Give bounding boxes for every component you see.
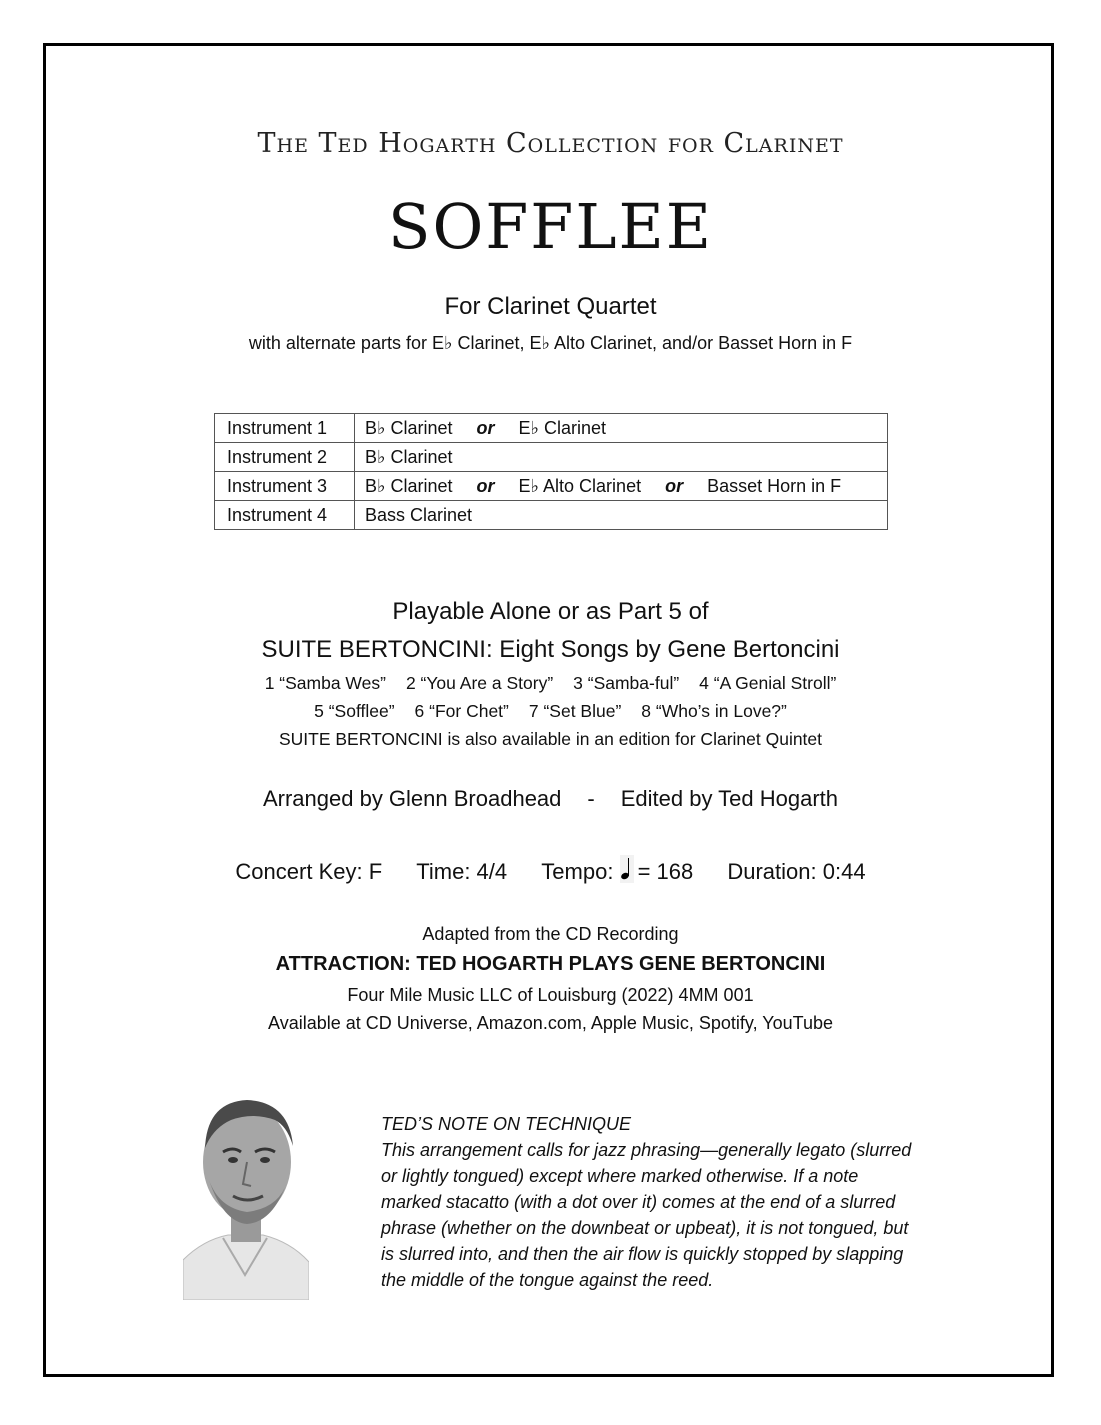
technique-note-line: marked stacatto (with a dot over it) comes at the end of a slurred <box>381 1192 896 1212</box>
arranger-credit: Arranged by Glenn Broadhead <box>262 786 562 811</box>
concert-key: Concert Key: F <box>235 859 383 884</box>
adapted-from: Adapted from the CD Recording <box>422 924 679 944</box>
instrument-option: B♭ Clarinet <box>365 476 453 496</box>
alternate-parts-note: with alternate parts for E♭ Clarinet, E♭ Alto Clarinet, and/or Basset Horn in F <box>248 333 853 353</box>
quarter-note-icon <box>620 855 634 883</box>
tempo-label: Tempo: <box>541 859 614 884</box>
or-separator: or <box>476 418 495 438</box>
editor-credit: Edited by Ted Hogarth <box>620 786 839 811</box>
portrait-photo <box>183 1090 309 1300</box>
technique-note-line: the middle of the tongue against the reed. <box>381 1270 714 1290</box>
instrument-row <box>215 443 888 472</box>
song-list-row-2 <box>0 701 1101 722</box>
credit-separator: - <box>587 786 595 811</box>
instrument-row <box>215 501 888 530</box>
album-title: ATTRACTION: TED HOGARTH PLAYS GENE BERTONCINI <box>275 953 826 975</box>
instrument-label: Instrument 4 <box>215 501 355 530</box>
song-item: 7 “Set Blue” <box>528 701 622 721</box>
instrumentation-table <box>214 413 888 530</box>
instrument-options <box>355 443 888 472</box>
instrument-option: B♭ Clarinet <box>365 418 453 438</box>
instrument-label: Instrument 2 <box>215 443 355 472</box>
credits-line <box>0 786 1101 812</box>
instrument-option: E♭ Clarinet <box>518 418 607 438</box>
technique-note-heading: TED’S NOTE ON TECHNIQUE <box>381 1114 632 1134</box>
technique-note <box>381 1111 981 1293</box>
time-signature: Time: 4/4 <box>416 859 508 884</box>
quintet-availability: SUITE BERTONCINI is also available in an edition for Clarinet Quintet <box>278 729 823 749</box>
instrument-label: Instrument 1 <box>215 414 355 443</box>
instrument-row <box>215 472 888 501</box>
song-list-row-1 <box>0 673 1101 694</box>
technique-note-line: This arrangement calls for jazz phrasing—generally legato (slurred <box>381 1140 912 1160</box>
record-label: Four Mile Music LLC of Louisburg (2022) 4MM 001 <box>347 985 754 1005</box>
or-separator: or <box>476 476 495 496</box>
instrument-option: Basset Horn in F <box>707 476 842 496</box>
duration: Duration: 0:44 <box>727 859 866 884</box>
tempo <box>541 855 693 885</box>
playable-line: Playable Alone or as Part 5 of <box>392 598 709 625</box>
song-item: 3 “Samba-ful” <box>573 673 680 693</box>
technique-note-line: phrase (whether on the downbeat or upbeat), it is not tongued, but <box>381 1218 909 1238</box>
instrument-options <box>355 414 888 443</box>
piece-details <box>0 855 1101 885</box>
tempo-value: = 168 <box>637 859 694 884</box>
piece-title: SOFFLEE <box>387 190 714 263</box>
song-item: 1 “Samba Wes” <box>264 673 386 693</box>
song-item: 4 “A Genial Stroll” <box>699 673 837 693</box>
collection-title: The Ted Hogarth Collection for Clarinet <box>257 128 844 159</box>
availability-list: Available at CD Universe, Amazon.com, Apple Music, Spotify, YouTube <box>268 1013 833 1033</box>
song-item: 2 “You Are a Story” <box>405 673 554 693</box>
technique-note-line: or lightly tongued) except where marked otherwise. If a note <box>381 1166 859 1186</box>
or-separator: or <box>665 476 684 496</box>
instrument-options <box>355 472 888 501</box>
suite-title: SUITE BERTONCINI: Eight Songs by Gene Bertoncini <box>261 636 840 663</box>
instrument-option: Bass Clarinet <box>365 505 473 525</box>
instrument-options <box>355 501 888 530</box>
instrument-option: B♭ Clarinet <box>365 447 453 467</box>
song-item: 5 “Sofflee” <box>314 701 395 721</box>
song-item: 6 “For Chet” <box>414 701 509 721</box>
song-item: 8 “Who’s in Love?” <box>641 701 787 721</box>
instrument-label: Instrument 3 <box>215 472 355 501</box>
technique-note-line: is slurred into, and then the air flow is quickly stopped by slapping <box>381 1244 904 1264</box>
instrument-option: E♭ Alto Clarinet <box>518 476 642 496</box>
instrument-row <box>215 414 888 443</box>
ensemble-subtitle: For Clarinet Quartet <box>444 293 657 320</box>
